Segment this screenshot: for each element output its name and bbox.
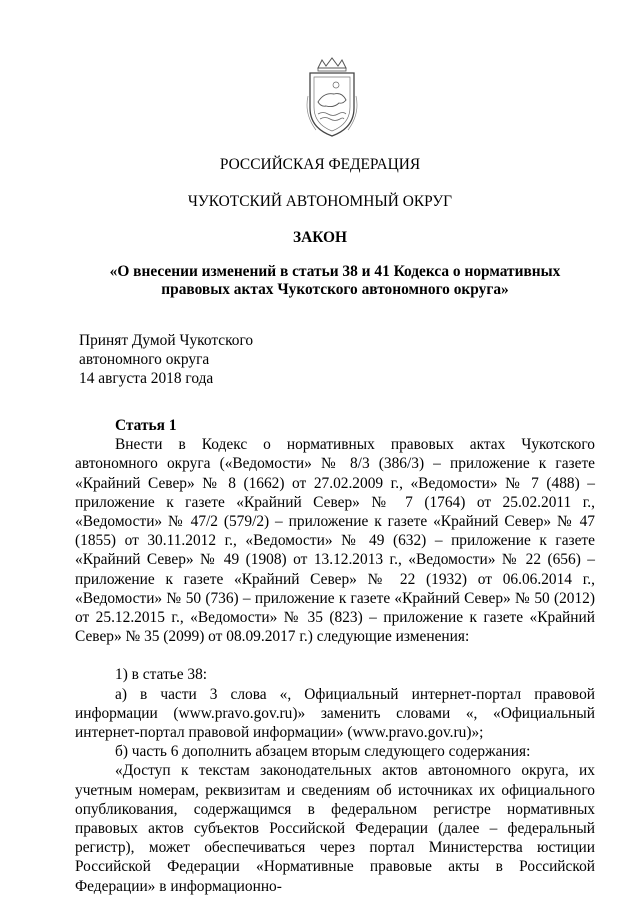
country-name: РОССИЙСКАЯ ФЕДЕРАЦИЯ (219, 156, 421, 173)
article-heading: Статья 1 (115, 417, 177, 434)
article-subitem: а) в части 3 слова «, Официальный интернет-портал правовой информации (www.pravo.gov.ru)» заменить словами «, «Официальный интернет-портал правовой информации» (www.pravo.gov.ru)»; (75, 685, 595, 742)
article-quote: «Доступ к текстам законодательных актов автономного округа, их учетным номерам, реквизитам и сведениям об источниках их официального опубликования, содержащимся в федеральном регистре нормативных правовых актов субъектов Российской Федерации (далее – федеральный регистр), может обеспечиваться через портал Министерства юстиции Российской Федерации «Нормативные правовые акты в Российской Федерации» в информационно- (75, 762, 595, 895)
article-subitem: б) часть 6 дополнить абзацем вторым следующего содержания: (115, 743, 531, 761)
adoption-date: 14 августа 2018 года (79, 370, 214, 387)
article-paragraph: Внести в Кодекс о нормативных правовых актах Чукотского автономного округа («Ведомости» № 8/3 (386/3) – приложение к газете «Крайний Север» № 8 (1662) от 27.02.2009 г., «Ведомости» № 7 (488) – приложение к газете «Крайний Север» № 7 (1764) от 25.02.2011 г., «Ведомости» № 47/2 (579/2) – приложение к газете «Крайний Север» № 47 (1855) от 30.11.2012 г., «Ведомости» № 49 (632) – приложение к газете «Крайний Север» № 49 (1908) от 13.12.2013 г., «Ведомости» № 22 (656) – приложение к газете «Крайний Север» № 22 (1932) от 06.06.2014 г., «Ведомости» № 50 (736) – приложение к газете «Крайний Север» № 50 (2012) от 25.12.2015 г., «Ведомости» № 35 (823) – приложение к газете «Крайний Север» № 35 (2099) от 08.09.2017 г.) следующие изменения: (75, 436, 595, 646)
adoption-line: Принят Думой Чукотского (79, 332, 254, 349)
document-type: ЗАКОН (293, 229, 347, 246)
region-name: ЧУКОТСКИЙ АВТОНОМНЫЙ ОКРУГ (187, 193, 453, 210)
chukotka-coat-of-arms-icon (296, 56, 368, 140)
law-title: «О внесении изменений в статьи 38 и 41 Кодекса о нормативных правовых актах Чукотского автономного округа» (109, 263, 561, 298)
adoption-line: автономного округа (79, 351, 210, 368)
article-body (75, 416, 595, 896)
article-item: 1) в статье 38: (115, 666, 208, 684)
adoption-block (79, 331, 253, 388)
